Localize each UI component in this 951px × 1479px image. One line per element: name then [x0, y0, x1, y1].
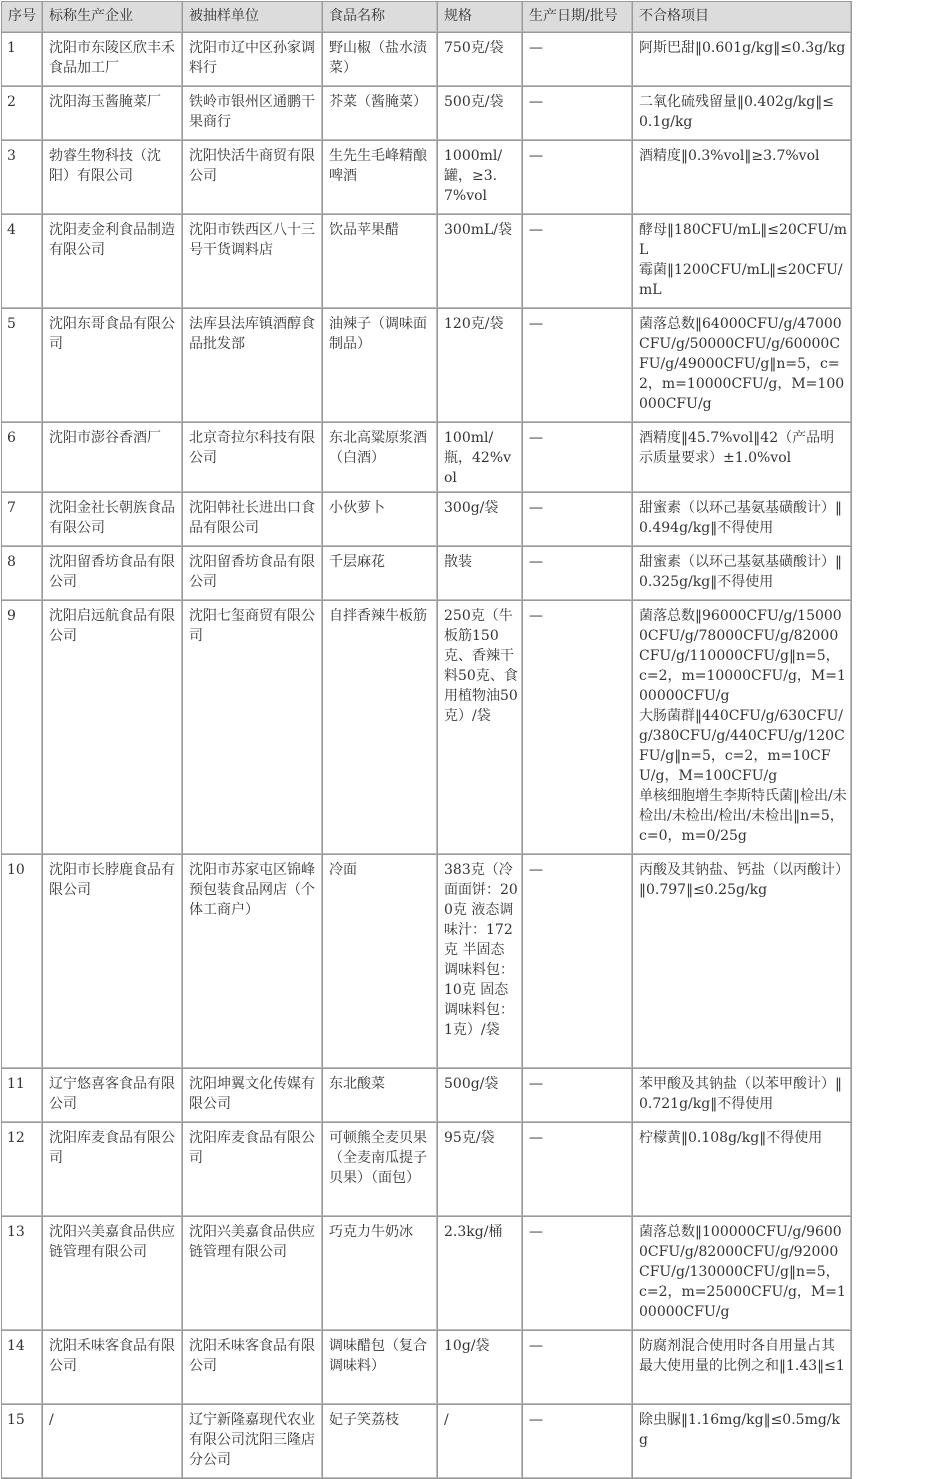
sampled-unit-cell: 沈阳市铁西区八十三号干货调料店: [183, 215, 323, 309]
food-name-cell: 东北酸菜: [323, 1069, 438, 1123]
table-row: [2, 215, 852, 309]
failed-items-cell: 酒精度‖45.7%vol‖42（产品明示质量要求）±1.0%vol: [633, 423, 852, 493]
specification-cell: 10g/袋: [438, 1331, 523, 1405]
food-name-cell: 小伙萝卜: [323, 493, 438, 547]
table-row: [2, 141, 852, 215]
header-specification: 规格: [438, 2, 523, 33]
serial-number-cell: 6: [2, 423, 43, 493]
food-name-cell: 东北高粱原浆酒（白酒）: [323, 423, 438, 493]
production-date-cell: —: [523, 601, 633, 855]
header-failed-items: 不合格项目: [633, 2, 852, 33]
failed-items-cell: 阿斯巴甜‖0.601g/kg‖≤0.3g/kg: [633, 33, 852, 87]
food-name-cell: 巧克力牛奶冰: [323, 1217, 438, 1331]
production-date-cell: —: [523, 423, 633, 493]
manufacturer-cell: 沈阳留香坊食品有限公司: [43, 547, 183, 601]
sampled-unit-cell: 沈阳快活牛商贸有限公司: [183, 141, 323, 215]
sampled-unit-cell: 沈阳库麦食品有限公司: [183, 1123, 323, 1217]
serial-number-cell: 8: [2, 547, 43, 601]
failed-items-cell: 二氧化硫残留量‖0.402g/kg‖≤0.1g/kg: [633, 87, 852, 141]
specification-cell: 750克/袋: [438, 33, 523, 87]
serial-number-cell: 11: [2, 1069, 43, 1123]
header-food-name: 食品名称: [323, 2, 438, 33]
production-date-cell: —: [523, 33, 633, 87]
food-name-cell: 妃子笑荔枝: [323, 1405, 438, 1479]
failed-items-cell: 防腐剂混合使用时各自用量占其最大使用量的比例之和‖1.43‖≤1: [633, 1331, 852, 1405]
table-header-row: [2, 2, 852, 33]
table-row: [2, 87, 852, 141]
manufacturer-cell: 沈阳启远航食品有限公司: [43, 601, 183, 855]
table-row: [2, 855, 852, 1069]
specification-cell: 500g/袋: [438, 1069, 523, 1123]
manufacturer-cell: 沈阳兴美嘉食品供应链管理有限公司: [43, 1217, 183, 1331]
food-name-cell: 生先生毛峰精酿啤酒: [323, 141, 438, 215]
food-name-cell: 自拌香辣牛板筋: [323, 601, 438, 855]
table-row: [2, 1069, 852, 1123]
serial-number-cell: 2: [2, 87, 43, 141]
serial-number-cell: 5: [2, 309, 43, 423]
table-row: [2, 309, 852, 423]
manufacturer-cell: 沈阳麦金利食品制造有限公司: [43, 215, 183, 309]
production-date-cell: —: [523, 87, 633, 141]
manufacturer-cell: 沈阳海玉酱腌菜厂: [43, 87, 183, 141]
production-date-cell: —: [523, 547, 633, 601]
sampled-unit-cell: 沈阳禾味客食品有限公司: [183, 1331, 323, 1405]
sampled-unit-cell: 沈阳七玺商贸有限公司: [183, 601, 323, 855]
manufacturer-cell: 辽宁悠喜客食品有限公司: [43, 1069, 183, 1123]
failed-items-cell: 苯甲酸及其钠盐（以苯甲酸计）‖0.721g/kg‖不得使用: [633, 1069, 852, 1123]
specification-cell: 120克/袋: [438, 309, 523, 423]
sampled-unit-cell: 沈阳市苏家屯区锦峰预包装食品网店（个体工商户）: [183, 855, 323, 1069]
sampled-unit-cell: 沈阳市辽中区孙家调料行: [183, 33, 323, 87]
header-manufacturer: 标称生产企业: [43, 2, 183, 33]
table-row: [2, 1123, 852, 1217]
production-date-cell: —: [523, 1405, 633, 1479]
table-row: [2, 493, 852, 547]
production-date-cell: —: [523, 1331, 633, 1405]
table-row: [2, 547, 852, 601]
food-name-cell: 千层麻花: [323, 547, 438, 601]
failed-items-cell: 丙酸及其钠盐、钙盐（以丙酸计）‖0.797‖≤0.25g/kg: [633, 855, 852, 1069]
table-row: [2, 1405, 852, 1479]
header-serial-number: 序号: [2, 2, 43, 33]
manufacturer-cell: 沈阳禾味客食品有限公司: [43, 1331, 183, 1405]
failed-items-cell: 除虫脲‖1.16mg/kg‖≤0.5mg/kg: [633, 1405, 852, 1479]
specification-cell: 300g/袋: [438, 493, 523, 547]
failed-items-cell: 菌落总数‖96000CFU/g/150000CFU/g/78000CFU/g/82000CFU/g/110000CFU/g‖n=5，c=2，m=10000CFU/g，M=100000CFU/g 大肠菌群‖440CFU/g/630CFU/g/380CFU/g/440CFU/g/120CFU/g‖n=5，c=2，m=10CFU/g，M=100CFU/g 单核细胞增生李斯特氏菌‖检出/未检出/未检出/检出/未检出‖n=5，c=0，m=0/25g: [633, 601, 852, 855]
sampled-unit-cell: 沈阳留香坊食品有限公司: [183, 547, 323, 601]
sampling-results-table: [1, 1, 852, 1479]
serial-number-cell: 13: [2, 1217, 43, 1331]
sampled-unit-cell: 沈阳坤翼文化传媒有限公司: [183, 1069, 323, 1123]
specification-cell: 散装: [438, 547, 523, 601]
specification-cell: 300mL/袋: [438, 215, 523, 309]
serial-number-cell: 10: [2, 855, 43, 1069]
failed-items-cell: 甜蜜素（以环己基氨基磺酸计）‖0.325g/kg‖不得使用: [633, 547, 852, 601]
serial-number-cell: 3: [2, 141, 43, 215]
production-date-cell: —: [523, 141, 633, 215]
specification-cell: 500克/袋: [438, 87, 523, 141]
manufacturer-cell: 勃睿生物科技（沈阳）有限公司: [43, 141, 183, 215]
serial-number-cell: 14: [2, 1331, 43, 1405]
production-date-cell: —: [523, 1123, 633, 1217]
failed-items-cell: 甜蜜素（以环己基氨基磺酸计）‖0.494g/kg‖不得使用: [633, 493, 852, 547]
specification-cell: 1000ml/罐，≥3.7%vol: [438, 141, 523, 215]
table-row: [2, 33, 852, 87]
sampled-unit-cell: 北京奇拉尔科技有限公司: [183, 423, 323, 493]
header-production-date: 生产日期/批号: [523, 2, 633, 33]
sampled-unit-cell: 法库县法库镇酒醇食品批发部: [183, 309, 323, 423]
failed-items-cell: 酒精度‖0.3%vol‖≥3.7%vol: [633, 141, 852, 215]
sampled-unit-cell: 辽宁新隆嘉现代农业有限公司沈阳三隆店分公司: [183, 1405, 323, 1479]
specification-cell: /: [438, 1405, 523, 1479]
production-date-cell: —: [523, 309, 633, 423]
failed-items-cell: 菌落总数‖64000CFU/g/47000CFU/g/50000CFU/g/60000CFU/g/49000CFU/g‖n=5，c=2，m=10000CFU/g，M=100000CFU/g: [633, 309, 852, 423]
failed-items-cell: 酵母‖180CFU/mL‖≤20CFU/mL 霉菌‖1200CFU/mL‖≤20CFU/mL: [633, 215, 852, 309]
food-name-cell: 可顿熊全麦贝果（全麦南瓜提子贝果）（面包）: [323, 1123, 438, 1217]
manufacturer-cell: 沈阳市长脖鹿食品有限公司: [43, 855, 183, 1069]
production-date-cell: —: [523, 1069, 633, 1123]
serial-number-cell: 4: [2, 215, 43, 309]
production-date-cell: —: [523, 493, 633, 547]
serial-number-cell: 9: [2, 601, 43, 855]
production-date-cell: —: [523, 1217, 633, 1331]
serial-number-cell: 12: [2, 1123, 43, 1217]
production-date-cell: —: [523, 855, 633, 1069]
specification-cell: 100ml/瓶，42%vol: [438, 423, 523, 493]
manufacturer-cell: 沈阳库麦食品有限公司: [43, 1123, 183, 1217]
table-row: [2, 1331, 852, 1405]
manufacturer-cell: 沈阳金社长朝族食品有限公司: [43, 493, 183, 547]
manufacturer-cell: 沈阳市东陵区欣丰禾食品加工厂: [43, 33, 183, 87]
table-row: [2, 1217, 852, 1331]
sampled-unit-cell: 铁岭市银州区通鹏干果商行: [183, 87, 323, 141]
specification-cell: 2.3kg/桶: [438, 1217, 523, 1331]
sampled-unit-cell: 沈阳兴美嘉食品供应链管理有限公司: [183, 1217, 323, 1331]
serial-number-cell: 15: [2, 1405, 43, 1479]
food-name-cell: 调味醋包（复合调味料）: [323, 1331, 438, 1405]
header-sampled-unit: 被抽样单位: [183, 2, 323, 33]
specification-cell: 383克（冷面面饼：200克 液态调味汁：172克 半固态调味料包：10克 固态调味料包：1克）/袋: [438, 855, 523, 1069]
failed-items-cell: 柠檬黄‖0.108g/kg‖不得使用: [633, 1123, 852, 1217]
production-date-cell: —: [523, 215, 633, 309]
table-row: [2, 601, 852, 855]
food-name-cell: 油辣子（调味面制品）: [323, 309, 438, 423]
serial-number-cell: 1: [2, 33, 43, 87]
serial-number-cell: 7: [2, 493, 43, 547]
table-row: [2, 423, 852, 493]
manufacturer-cell: 沈阳东哥食品有限公司: [43, 309, 183, 423]
food-name-cell: 野山椒（盐水渍菜）: [323, 33, 438, 87]
food-name-cell: 饮品苹果醋: [323, 215, 438, 309]
specification-cell: 250克（牛板筋150克、香辣干料50克、食用植物油50克）/袋: [438, 601, 523, 855]
specification-cell: 95克/袋: [438, 1123, 523, 1217]
food-name-cell: 冷面: [323, 855, 438, 1069]
manufacturer-cell: /: [43, 1405, 183, 1479]
sampled-unit-cell: 沈阳韩社长进出口食品有限公司: [183, 493, 323, 547]
failed-items-cell: 菌落总数‖100000CFU/g/96000CFU/g/82000CFU/g/92000CFU/g/130000CFU/g‖n=5，c=2，m=25000CFU/g，M=100000CFU/g: [633, 1217, 852, 1331]
food-name-cell: 芥菜（酱腌菜）: [323, 87, 438, 141]
manufacturer-cell: 沈阳市澎谷香酒厂: [43, 423, 183, 493]
